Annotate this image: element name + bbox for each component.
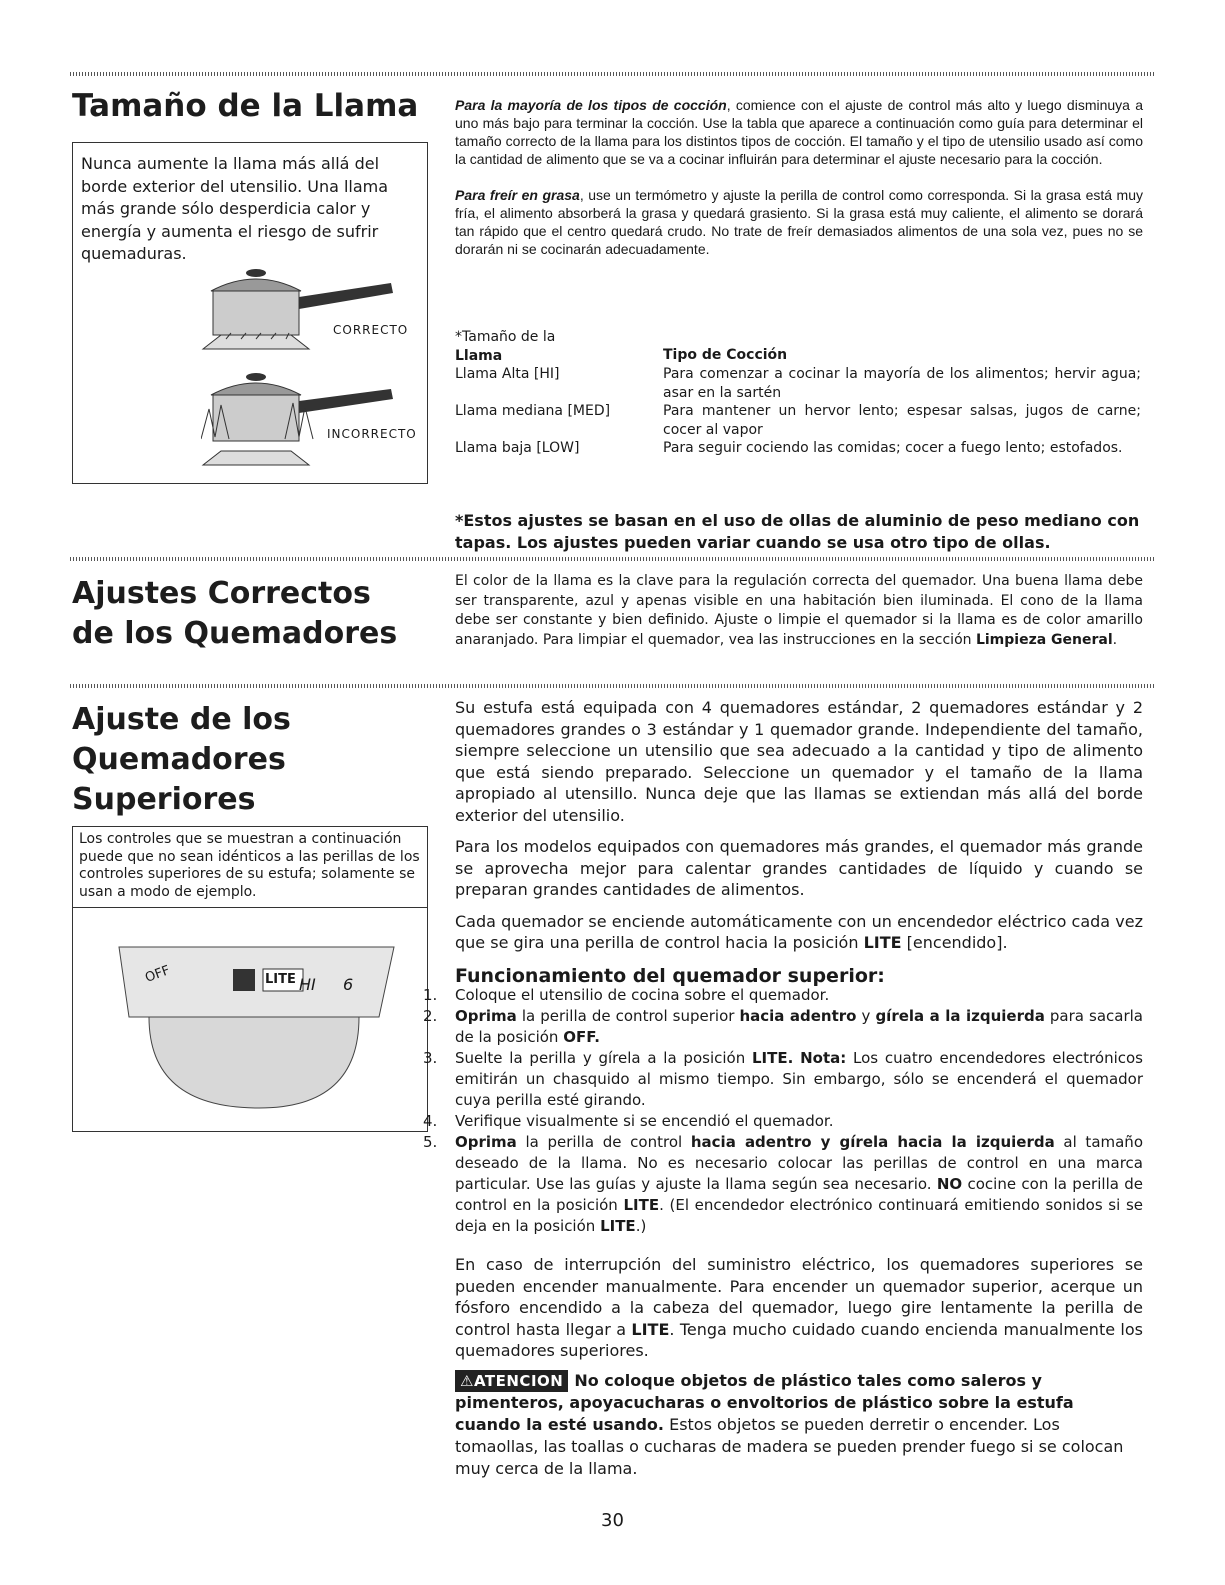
flame-color-ref: Limpieza General <box>975 631 1113 648</box>
para-deep-fry <box>455 186 1143 258</box>
p4-c: . Tenga mucho cuidado cuando encienda manualmente los quemadores superiores. <box>455 1319 1143 1360</box>
knob-label-off: OFF <box>143 963 172 986</box>
s5-g: LITE <box>623 1196 660 1214</box>
section-title-top-burners <box>72 700 291 820</box>
table-head-col1 <box>455 328 663 365</box>
row-type: Para comenzar a cocinar la mayoría de los alimentos; hervir agua; asar en la sartén <box>663 366 1141 401</box>
manual-lighting <box>455 1254 1143 1362</box>
p3-b: LITE <box>863 933 902 952</box>
s5-d: al tamaño deseado de la llama. No es necesario colocar las perillas de control en una marca particular. Use las guías y ajuste la llama según sea necesario. <box>455 1133 1143 1193</box>
s3-b: LITE. <box>751 1049 794 1067</box>
flame-intro <box>455 96 1143 258</box>
s2-g: OFF. <box>563 1028 600 1046</box>
step-num: 2. <box>423 1007 438 1025</box>
row-type: Para mantener un hervor lento; espesar salsas, jugos de carne; cocer al vapor <box>663 403 1141 438</box>
s3-a: Suelte la perilla y gírela a la posición <box>455 1049 752 1067</box>
s2-f: para sacarla de la posición <box>455 1007 1143 1046</box>
s2-a: Oprima <box>455 1007 517 1025</box>
controls-note-box <box>72 826 428 1132</box>
warning-triangle-icon: ⚠ <box>460 1372 474 1390</box>
step-num: 1. <box>423 986 438 1004</box>
section-title-correct-settings: Ajustes Correctos de los Quemadores <box>72 576 398 651</box>
flame-color-end: . <box>1112 631 1118 648</box>
para-burner-sizes: Su estufa está equipada con 4 quemadores estándar, 2 quemadores estándar y 2 quemadores grandes o 3 estándar y 1 quemador grande. Independiente del tamaño, siempre seleccione un utensilio que sea adecuado a la cantidad y tipo de alimento que está siendo preparado. Seleccione un quemador y el tamaño de la llama apropiado al utensillo. Nunca deje que las llamas se extiendan más allá del borde exterior del utensilio. <box>455 698 1143 825</box>
pot-incorrect-illustration <box>201 369 421 469</box>
s5-a: Oprima <box>455 1133 517 1151</box>
table-head-col2: Tipo de Cocción <box>663 347 788 363</box>
s5-f: cocine con la perilla de control en la posición <box>455 1175 1143 1214</box>
step-item <box>423 985 1143 1006</box>
title-line3: Superiores <box>72 782 256 817</box>
section-rule-2 <box>70 684 1155 688</box>
flame-size-table <box>455 328 1141 458</box>
knob-label-hi: HI <box>299 975 316 994</box>
steps-list <box>423 985 1143 1237</box>
warning-text: Nunca aumente la llama más allá del borde exterior del utensilio. Una llama más grande sólo desperdicia calor y energía y aumenta el riesgo de sufrir quemaduras. <box>81 154 389 263</box>
controls-note: Los controles que se muestran a continuación puede que no sean idénticos a las perillas de los controles superiores de su estufa; solamente se usan a modo de ejemplo. <box>73 827 427 908</box>
head-col1-line1: *Tamaño de la <box>455 329 556 345</box>
p3-a: Cada quemador se enciende automáticamente con un encendedor eléctrico cada vez que se gira una perilla de control hacia la posición <box>455 911 1143 952</box>
step-text: Verifique visualmente si se encendió el quemador. <box>455 1112 834 1130</box>
knob-label-lite: LITE <box>265 972 296 987</box>
s5-b: la perilla de control <box>516 1133 691 1151</box>
pot-correct-illustration <box>201 263 421 353</box>
top-burners-body <box>455 697 1143 988</box>
footnote-settings: *Estos ajustes se basan en el uso de ollas de aluminio de peso mediano con tapas. Los ajustes pueden variar cuando se usa otro tipo de ollas. <box>455 511 1140 552</box>
s2-d: y <box>856 1007 876 1025</box>
row-size: Llama mediana [MED] <box>455 403 611 419</box>
row-size: Llama Alta [HI] <box>455 366 560 382</box>
row-type: Para seguir cociendo las comidas; cocer a fuego lento; estofados. <box>663 440 1123 456</box>
title-line2: Quemadores <box>72 742 286 777</box>
step-num: 4. <box>423 1112 438 1130</box>
label-incorrect: INCORRECTO <box>327 427 417 441</box>
caution-rest: Estos objetos se pueden derretir o encender. Los tomaollas, las toallas o cucharas de madera se pueden prender fuego si se colocan muy cerca de la llama. <box>455 1415 1124 1478</box>
s5-i: LITE <box>600 1217 636 1235</box>
p4-b: LITE <box>631 1319 670 1339</box>
s2-b: la perilla de control superior <box>516 1007 740 1025</box>
s2-e: gírela a la izquierda <box>875 1007 1045 1025</box>
label-correct: CORRECTO <box>333 323 409 337</box>
warning-box-flame <box>72 142 428 484</box>
table-header <box>455 328 1141 365</box>
page-number: 30 <box>601 1510 624 1531</box>
head-col1-line2: Llama <box>455 347 503 364</box>
section-title-flame-size: Tamaño de la Llama <box>72 88 419 124</box>
knob-label-6: 6 <box>343 975 354 994</box>
para-fry-lead: Para freír en grasa <box>455 187 580 203</box>
para-cooking-lead: Para la mayoría de los tipos de cocción <box>455 97 727 113</box>
s3-d: Nota: <box>800 1049 847 1067</box>
para-cooking-rest: , comience con el ajuste de control más alto y luego disminuya a uno más bajo para terminar la cocción. Use la tabla que aparece a continuación como guía para determinar el tamaño correcto de la llama para los distintos tipos de cocción. El tamaño y el tipo de utensilio usado así como la cantidad de alimento que se va a cocinar influirán para determinar el ajuste necesario para la cocción. <box>455 97 1143 167</box>
step-item <box>423 1006 1143 1048</box>
row-size: Llama baja [LOW] <box>455 440 580 456</box>
para-cooking-types <box>455 96 1143 168</box>
top-rule <box>70 72 1155 76</box>
step-item <box>423 1132 1143 1237</box>
table-row <box>455 402 1141 439</box>
para-large-burner: Para los modelos equipados con quemadores más grandes, el quemador más grande se aprovecha mejor para calentar grandes cantidades de líquido y cuando se preparan grandes cantidades de alimentos. <box>455 837 1143 899</box>
caution-label: ATENCION <box>473 1372 564 1390</box>
step-num: 5. <box>423 1133 438 1151</box>
flame-color-text <box>455 572 1143 650</box>
p4-a: En caso de interrupción del suministro eléctrico, los quemadores superiores se pueden encender manualmente. Para encender un quemador superior, acerque un fósforo encendido a la cabeza del quemador, luego gire lentamente la perilla de control hasta llegar a <box>455 1255 1143 1339</box>
s5-e: NO <box>936 1175 963 1193</box>
caution-badge <box>455 1370 568 1392</box>
s5-h: . (El encendedor electrónico continuará emitiendo sonidos si se deja en la posición <box>455 1196 1143 1235</box>
step-item <box>423 1048 1143 1111</box>
table-row <box>455 439 1141 458</box>
s3-e: Los cuatro encendedores electrónicos emitirán un chasquido al mismo tiempo. Sin embargo, sólo se encenderá el quemador cuya perilla esté girando. <box>455 1049 1143 1109</box>
step-item <box>423 1111 1143 1132</box>
s2-c: hacia adentro <box>739 1007 857 1025</box>
para-auto-ignition <box>455 911 1143 954</box>
para-power-outage <box>455 1254 1143 1362</box>
section-rule-1 <box>70 557 1155 561</box>
p3-c: [encendido]. <box>901 933 1008 952</box>
step-num: 3. <box>423 1049 438 1067</box>
step-text: Coloque el utensilio de cocina sobre el quemador. <box>455 986 830 1004</box>
caution-bold: No coloque objetos de plástico tales como saleros y pimenteros, apoyacucharas o envoltorios de plástico sobre la estufa cuando la esté usando. <box>455 1371 1074 1434</box>
flame-color-body: El color de la llama es la clave para la regulación correcta del quemador. Una buena llama debe ser transparente, azul y apenas visible en una habitación bien iluminada. El cono de la llama debe ser constante y bien definido. Ajuste o limpie el quemador si la llama es de color amarillo anaranjado. Para limpiar el quemador, vea las instrucciones en la sección <box>455 573 1143 648</box>
para-fry-rest: , use un termómetro y ajuste la perilla de control como corresponda. Si la grasa está muy fría, el alimento absorberá la grasa y quedará grasiento. Si la grasa está muy caliente, el alimento se dorará tan rápido que el centro quedará crudo. No trate de freír demasiados alimentos de una sola vez, pues no se dorarán ni se cocinarán adecuadamente. <box>455 187 1143 257</box>
subhead-burner-operation: Funcionamiento del quemador superior: <box>455 964 885 987</box>
title-line1: Ajuste de los <box>72 702 291 737</box>
s5-j: .) <box>635 1217 647 1235</box>
s5-c: hacia adentro y gírela hacia la izquierda <box>690 1133 1055 1151</box>
caution-block <box>455 1370 1143 1480</box>
table-row <box>455 365 1141 402</box>
